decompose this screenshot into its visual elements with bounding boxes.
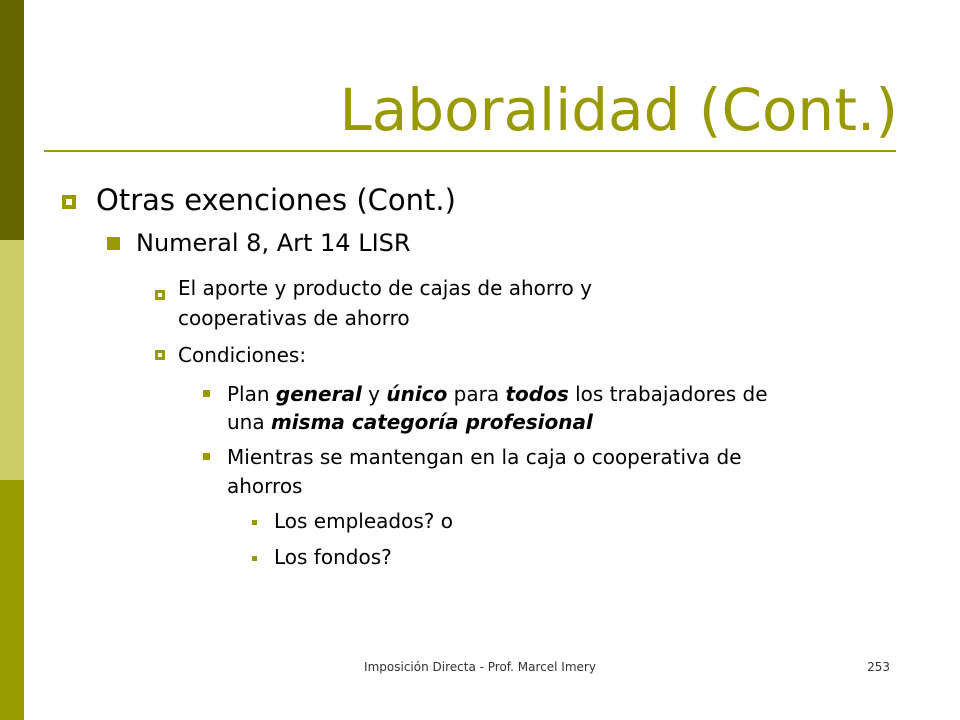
square-bullet-icon (252, 520, 257, 525)
square-bullet-icon (203, 453, 210, 460)
hollow-square-bullet-icon (155, 290, 165, 300)
bullet-level5-text: Los empleados? o (274, 509, 453, 533)
text-run: los trabajadores de (568, 382, 768, 406)
slide-title: Laboralidad (Cont.) (339, 76, 898, 144)
bullet-level2-text: Numeral 8, Art 14 LISR (136, 229, 411, 257)
hollow-square-bullet-icon (62, 195, 76, 209)
footer-text: Imposición Directa - Prof. Marcel Imery (364, 660, 596, 674)
text-run: para (447, 382, 506, 406)
bullet-level4-text-line1: Mientras se mantengan en la caja o cooperativa de (227, 445, 742, 469)
emphasis-text: todos (505, 382, 569, 406)
bullet-level3-text-line2: cooperativas de ahorro (178, 306, 410, 330)
text-run: una (227, 410, 271, 434)
page-number: 253 (867, 660, 890, 674)
emphasis-text: misma categoría profesional (270, 410, 593, 434)
bullet-level4-text-line2: ahorros (227, 474, 303, 498)
square-bullet-icon (252, 556, 257, 561)
title-divider (44, 150, 896, 152)
bullet-level5-text: Los fondos? (274, 545, 392, 569)
bullet-level1-text: Otras exenciones (Cont.) (96, 183, 456, 217)
emphasis-text: único (386, 382, 448, 406)
text-run: Plan (227, 382, 276, 406)
square-bullet-icon (203, 390, 210, 397)
emphasis-text: general (275, 382, 362, 406)
sidebar-band-dark (0, 0, 24, 240)
sidebar-band-light (0, 240, 24, 480)
square-bullet-icon (107, 237, 120, 250)
bullet-level3-text-line1: El aporte y producto de cajas de ahorro y (178, 276, 592, 300)
bullet-level4-text-line2 (227, 407, 593, 437)
bullet-level4-text-line1 (227, 379, 768, 409)
bullet-level3-text: Condiciones: (178, 343, 307, 367)
text-run: y (361, 382, 387, 406)
hollow-square-bullet-icon (155, 350, 165, 360)
sidebar-band-olive (0, 480, 24, 720)
